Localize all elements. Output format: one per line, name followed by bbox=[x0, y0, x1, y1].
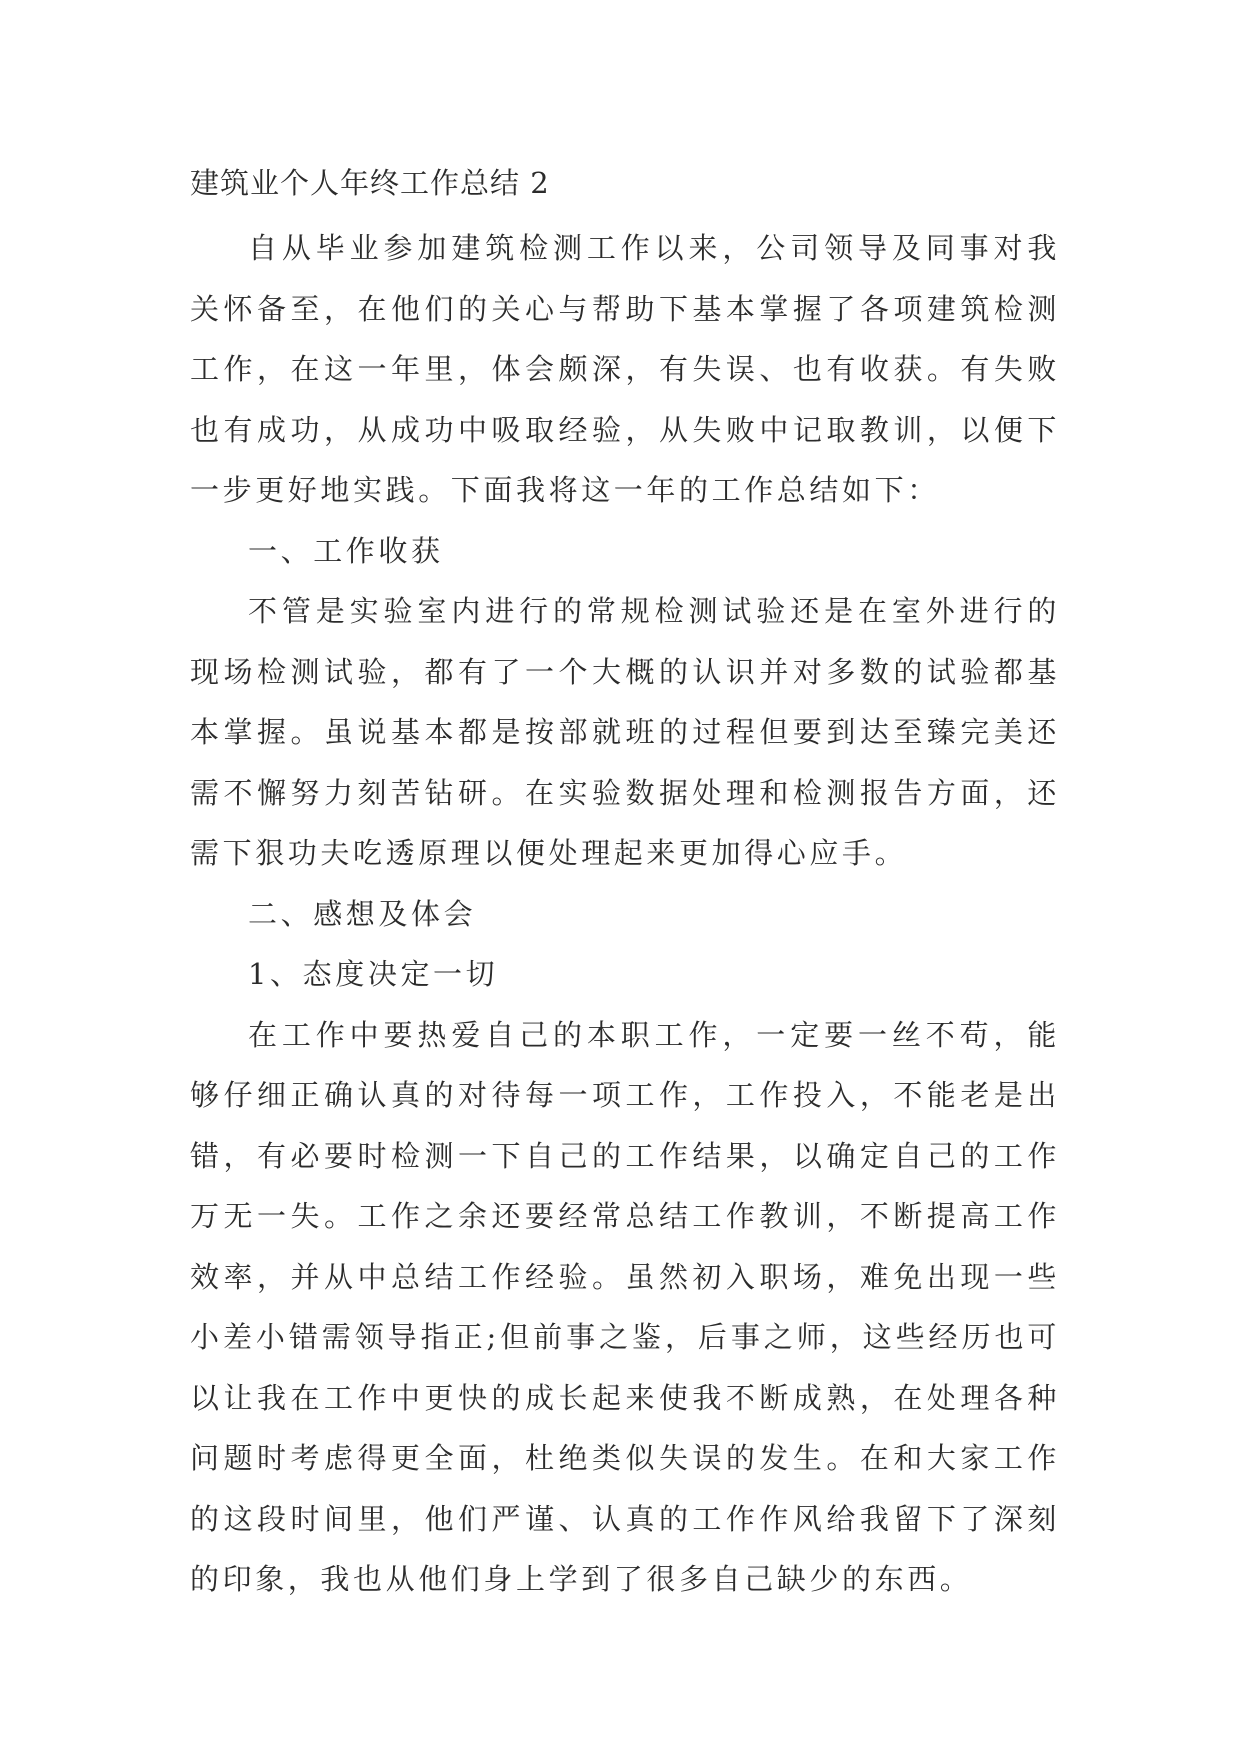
subsection-heading-attitude: 1、态度决定一切 bbox=[248, 957, 499, 991]
section-heading-reflections: 二、感想及体会 bbox=[248, 896, 477, 931]
document-title: 建筑业个人年终工作总结 2 bbox=[190, 166, 550, 200]
intro-paragraph: 自从毕业参加建筑检测工作以来，公司领导及同事对我关怀备至，在他们的关心与帮助下基本掌握了各项建筑检测工作，在这一年里，体会颇深，有失误、也有收获。有失败也有成功，从成功中吸取经验，从失败中记取教训，以便下一步更好地实践。下面我将这一年的工作总结如下： bbox=[190, 231, 1060, 507]
document-body bbox=[190, 158, 1060, 1610]
work-gains-paragraph: 不管是实验室内进行的常规检测试验还是在室外进行的现场检测试验，都有了一个大概的认识并对多数的试验都基本掌握。虽说基本都是按部就班的过程但要到达至臻完美还需不懈努力刻苦钻研。在实验数据处理和检测报告方面，还需下狠功夫吃透原理以便处理起来更加得心应手。 bbox=[190, 594, 1060, 870]
section-heading-work-gains: 一、工作收获 bbox=[248, 533, 444, 568]
attitude-paragraph: 在工作中要热爱自己的本职工作，一定要一丝不苟，能够仔细正确认真的对待每一项工作，工作投入，不能老是出错，有必要时检测一下自己的工作结果，以确定自己的工作万无一失。工作之余还要经常总结工作教训，不断提高工作效率，并从中总结工作经验。虽然初入职场，难免出现一些小差小错需领导指正;但前事之鉴，后事之师，这些经历也可以让我在工作中更快的成长起来使我不断成熟，在处理各种问题时考虑得更全面，杜绝类似失误的发生。在和大家工作的这段时间里，他们严谨、认真的工作作风给我留下了深刻的印象，我也从他们身上学到了很多自己缺少的东西。 bbox=[190, 1017, 1060, 1596]
